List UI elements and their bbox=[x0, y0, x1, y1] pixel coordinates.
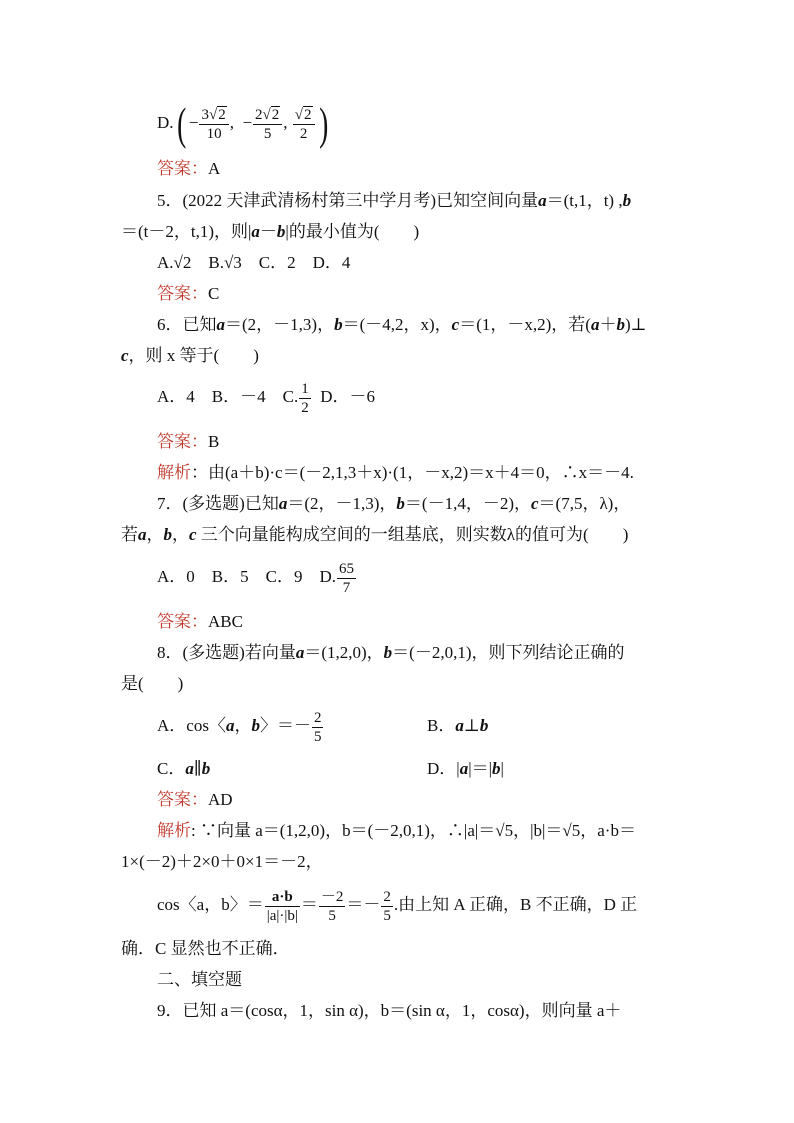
q8-answer: 答案：AD bbox=[157, 790, 233, 809]
fraction: $\frac{√2}{2}$ bbox=[293, 106, 315, 143]
q6-analysis: 解析：由(a＋b)·c＝(－2,1,3＋x)·(1，－x,2)＝x＋4＝0，∴x＝－4. bbox=[157, 463, 634, 482]
answer-value: A bbox=[208, 159, 221, 178]
q5-line1: 5．(2022 天津武清杨村第三中学月考)已知空间向量a＝(t,1，t) ,b bbox=[157, 191, 632, 210]
q8-option-c: C．a∥b bbox=[157, 759, 211, 778]
q8-line1: 8．(多选题)若向量a＝(1,2,0)，b＝(－2,0,1)，则下列结论正确的 bbox=[157, 643, 625, 662]
q6-line2: c，则 x 等于( ) bbox=[121, 346, 259, 365]
q8-analysis-4: 确．C 显然也不正确． bbox=[121, 939, 290, 958]
q7-answer: 答案：ABC bbox=[157, 612, 243, 631]
q4-answer bbox=[157, 158, 220, 180]
q6-answer: 答案：B bbox=[157, 432, 220, 451]
q5-line2: ＝(t－2，t,1)，则|a－b|的最小值为( ) bbox=[121, 222, 420, 241]
q8-line2: 是( ) bbox=[121, 674, 184, 693]
option-label: D. bbox=[157, 113, 174, 132]
answer-label: 答案： bbox=[157, 159, 208, 178]
q5-options: A.√2 B.√3 C．2 D．4 bbox=[157, 253, 351, 272]
fraction: $\frac{2√2}{5}$ bbox=[253, 106, 282, 143]
q9-line1: 9．已知 a＝(cosα，1，sin α)，b＝(sin α，1，cosα)，则向量 a＋ bbox=[157, 1001, 622, 1020]
q8-analysis-3: cos〈a，b〉＝ $\frac{a\cdot b}{|a|\cdot|b|}$ ＝ $\frac{-2}{5}$ ＝－ $\frac{2}{5}$ .由上知 A 正确，B 不正确，D 正 bbox=[157, 888, 638, 924]
q8-analysis-2: 1×(－2)＋2×0＋0×1＝－2， bbox=[121, 852, 323, 871]
q6-line1: 6．已知a＝(2，－1,3)，b＝(－4,2，x)，c＝(1，－x,2)，若(a＋b)⊥ bbox=[157, 315, 647, 334]
q8-option-b: B．a⊥b bbox=[427, 716, 489, 735]
fraction: $\frac{3√2}{10}$ bbox=[199, 106, 228, 143]
q8-option-d: D．|a|＝|b| bbox=[427, 759, 504, 778]
q6-options: A．4 B．－4 C. $\frac{1}{2}$ D．－6 bbox=[157, 380, 375, 416]
q7-line2: 若a，b，c 三个向量能构成空间的一组基底，则实数λ的值可为( ) bbox=[121, 525, 629, 544]
q8-analysis-1: 解析: ∵向量 a＝(1,2,0)，b＝(－2,0,1)，∴|a|＝√5，|b|＝√5，a·b＝ bbox=[157, 821, 636, 840]
q8-option-a: A．cos〈a，b〉＝－ $\frac{2}{5}$ bbox=[157, 709, 322, 745]
q5-answer: 答案：C bbox=[157, 284, 220, 303]
q7-line1: 7．(多选题)已知a＝(2，－1,3)，b＝(－1,4，－2)，c＝(7,5，λ)， bbox=[157, 494, 631, 513]
q7-options: A．0 B．5 C．9 D. $\frac{65}{7}$ bbox=[157, 560, 354, 596]
section-heading: 二、填空题 bbox=[157, 970, 242, 989]
q4-option-d: D.( − $\frac{3√2}{10}$ , − $\frac{2√2}{5}$ , $\frac{√2}{2}$ ) bbox=[157, 98, 328, 150]
